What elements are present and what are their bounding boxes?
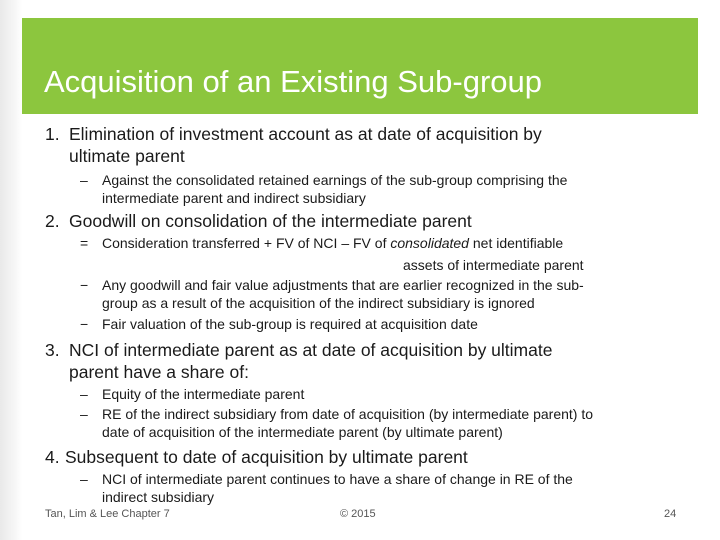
- formula-continuation: assets of intermediate parent: [403, 257, 584, 273]
- sub-item-text: Fair valuation of the sub-group is required at acquisition date: [102, 316, 478, 332]
- footer-source: Tan, Lim & Lee Chapter 7: [45, 508, 170, 520]
- sub-item-text: group as a result of the acquisition of the indirect subsidiary is ignored: [102, 295, 535, 311]
- item-text: Subsequent to date of acquisition by ultimate parent: [65, 447, 468, 467]
- dash-bullet: –: [80, 172, 88, 188]
- dash-bullet: –: [80, 386, 88, 402]
- sub-item-text: RE of the indirect subsidiary from date of acquisition (by intermediate parent) to: [102, 406, 594, 422]
- plus-operator: +: [263, 235, 273, 251]
- sub-item-text: NCI of intermediate parent continues to have a share of change in RE of the: [102, 471, 573, 487]
- item-text: parent have a share of:: [69, 362, 249, 382]
- formula-term: net identifiable: [472, 235, 564, 251]
- item-number: 3.: [45, 340, 60, 360]
- sub-item-text: Equity of the intermediate parent: [102, 386, 305, 402]
- sub-item-text: intermediate parent and indirect subsidiary: [102, 190, 366, 206]
- item-text: NCI of intermediate parent as at date of acquisition by ultimate: [69, 340, 553, 360]
- sub-item-text: Against the consolidated retained earnings of the sub-group comprising the: [102, 172, 568, 188]
- dash-bullet: –: [80, 471, 88, 487]
- formula-emphasis: consolidated: [390, 235, 469, 251]
- footer-copyright: © 2015: [340, 508, 376, 520]
- dash-bullet: –: [80, 406, 88, 422]
- item-number: 1.: [45, 124, 60, 144]
- formula-term: Consideration transferred: [102, 235, 260, 251]
- dash-bullet: −: [80, 316, 89, 332]
- page-number: 24: [664, 508, 677, 520]
- formula-term: FV of NCI: [275, 235, 338, 251]
- item-text: Goodwill on consolidation of the intermediate parent: [69, 211, 472, 231]
- formula-term: FV of: [353, 235, 387, 251]
- minus-operator: –: [341, 235, 350, 251]
- item-number: 4.: [45, 447, 60, 467]
- equals-bullet: =: [80, 235, 89, 251]
- sub-item-text: date of acquisition of the intermediate parent (by ultimate parent): [102, 424, 503, 440]
- slide-title: Acquisition of an Existing Sub-group: [44, 64, 543, 99]
- sub-item-text: Any goodwill and fair value adjustments that are earlier recognized in the sub-: [102, 277, 584, 293]
- dash-bullet: −: [80, 277, 89, 293]
- item-text: Elimination of investment account as at date of acquisition by: [69, 124, 542, 144]
- item-number: 2.: [45, 211, 60, 231]
- sub-item-text: indirect subsidiary: [102, 489, 215, 505]
- goodwill-formula: [102, 234, 563, 252]
- item-text: ultimate parent: [69, 146, 185, 166]
